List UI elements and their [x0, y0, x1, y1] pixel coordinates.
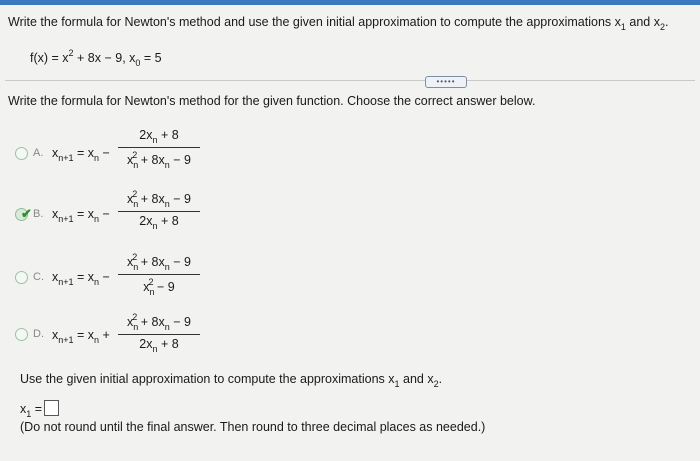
a-den-rest: + 8x	[137, 153, 165, 167]
option-b[interactable]	[15, 189, 315, 237]
option-c-fraction-bar	[118, 274, 200, 275]
option-b-lhs	[52, 207, 110, 224]
option-a-fraction-bar	[118, 147, 200, 148]
option-d-lhs-x: x	[52, 328, 59, 342]
option-d-lhs	[52, 328, 110, 345]
d-num-x: x	[127, 315, 134, 329]
option-c-letter: C.	[33, 271, 44, 283]
section-divider	[5, 80, 695, 81]
option-b-denominator	[118, 214, 200, 231]
option-a-denominator	[118, 150, 200, 170]
option-a-lhs-x: x	[52, 146, 59, 160]
b-num-rest2: − 9	[169, 192, 191, 206]
prompt-sub2: 2	[659, 22, 665, 32]
c-den-rest: − 9	[153, 280, 175, 294]
a-num-rest: + 8	[157, 128, 179, 142]
radio-d[interactable]	[15, 328, 28, 341]
given-x0-sub: 0	[135, 58, 141, 68]
c-num-sub: n	[133, 262, 139, 272]
option-d[interactable]	[15, 312, 315, 360]
c-num-rest: + 8x	[137, 255, 165, 269]
option-c-op: −	[99, 270, 110, 284]
option-b-op: −	[99, 207, 110, 221]
option-a[interactable]	[15, 128, 315, 176]
b-num-rest: + 8x	[137, 192, 165, 206]
option-c-denominator	[118, 277, 200, 297]
answer-label-sub: 1	[26, 409, 32, 419]
d-num-rest2: − 9	[169, 315, 191, 329]
option-a-letter: A.	[33, 147, 44, 159]
given-f-rest: + 8x − 9, x	[73, 51, 136, 65]
expand-more-button[interactable]: •••••	[425, 76, 467, 88]
b-den-rest: + 8	[157, 214, 179, 228]
option-a-eq: = x	[73, 146, 95, 160]
given-function	[30, 48, 162, 68]
option-c-fraction	[118, 252, 200, 297]
option-d-eq: = x	[73, 328, 95, 342]
problem-prompt	[8, 15, 668, 32]
b-den-x: 2x	[139, 214, 153, 228]
b-den-sub: n	[152, 221, 158, 231]
q2-text-b: and x	[399, 372, 434, 386]
radio-a[interactable]	[15, 147, 28, 160]
d-den-sub: n	[152, 344, 158, 354]
given-exponent: 2	[68, 48, 74, 58]
c-den-sup: 2	[148, 277, 154, 287]
a-den-x: x	[127, 153, 134, 167]
a-den-sup: 2	[132, 150, 138, 160]
option-a-eq-sub: n	[94, 153, 100, 163]
radio-c[interactable]	[15, 271, 28, 284]
prompt-text-c: .	[664, 15, 669, 29]
q2-sub2: 2	[433, 379, 439, 389]
d-den-x: 2x	[139, 337, 153, 351]
option-d-denominator	[118, 337, 200, 354]
q2-sub1: 1	[394, 379, 400, 389]
option-b-numerator	[118, 189, 200, 209]
question2-text	[20, 372, 442, 389]
option-c-lhs-sub: n+1	[58, 277, 74, 287]
a-num-sub: n	[152, 135, 158, 145]
option-c-lhs	[52, 270, 110, 287]
c-num-sub2: n	[164, 262, 170, 272]
option-c-eq: = x	[73, 270, 95, 284]
c-den-sub: n	[149, 287, 155, 297]
option-b-fraction-bar	[118, 211, 200, 212]
option-b-lhs-sub: n+1	[58, 214, 74, 224]
option-b-fraction	[118, 189, 200, 231]
option-a-op: −	[99, 146, 110, 160]
radio-b[interactable]	[15, 206, 32, 221]
d-num-sub: n	[133, 322, 139, 332]
a-den-sub: n	[133, 160, 139, 170]
option-a-lhs	[52, 146, 110, 163]
given-f-prefix: f(x) = x	[30, 51, 69, 65]
option-b-letter: B.	[33, 208, 44, 220]
given-x0-value: = 5	[140, 51, 162, 65]
option-c-eq-sub: n	[94, 277, 100, 287]
option-a-lhs-sub: n+1	[58, 153, 74, 163]
b-num-sub: n	[133, 199, 139, 209]
prompt-text: Write the formula for Newton's method and use the given initial approximation to compute the approximations x	[8, 15, 621, 29]
option-d-fraction	[118, 312, 200, 354]
a-num-x: 2x	[139, 128, 153, 142]
answer-input[interactable]	[44, 400, 59, 416]
answer-eq: =	[31, 402, 43, 416]
option-b-lhs-x: x	[52, 207, 59, 221]
answer-line	[20, 400, 59, 419]
top-accent-bar	[0, 0, 700, 5]
b-num-x: x	[127, 192, 134, 206]
option-a-numerator	[118, 128, 200, 145]
d-num-sub2: n	[164, 322, 170, 332]
question-text: Write the formula for Newton's method for the given function. Choose the correct answer below.	[8, 94, 536, 108]
option-c-numerator	[118, 252, 200, 272]
option-d-numerator	[118, 312, 200, 332]
c-num-x: x	[127, 255, 134, 269]
a-den-rest2: − 9	[169, 153, 191, 167]
a-den-sub2: n	[164, 160, 170, 170]
d-num-rest: + 8x	[137, 315, 165, 329]
option-d-letter: D.	[33, 328, 44, 340]
q2-text-c: .	[438, 372, 443, 386]
b-num-sup: 2	[132, 189, 138, 199]
d-den-rest: + 8	[157, 337, 179, 351]
option-b-eq-sub: n	[94, 214, 100, 224]
option-d-lhs-sub: n+1	[58, 335, 74, 345]
c-num-rest2: − 9	[169, 255, 191, 269]
prompt-text-b: and x	[625, 15, 660, 29]
prompt-sub1: 1	[620, 22, 626, 32]
c-den-x: x	[143, 280, 150, 294]
option-c[interactable]	[15, 252, 315, 300]
option-c-lhs-x: x	[52, 270, 59, 284]
option-d-eq-sub: n	[94, 335, 100, 345]
rounding-hint: (Do not round until the final answer. Then round to three decimal places as needed.)	[20, 420, 486, 434]
option-b-eq: = x	[73, 207, 95, 221]
q2-text-a: Use the given initial approximation to compute the approximations x	[20, 372, 395, 386]
c-num-sup: 2	[132, 252, 138, 262]
option-d-op: +	[99, 328, 110, 342]
b-num-sub2: n	[164, 199, 170, 209]
answer-label: x	[20, 402, 27, 416]
option-d-fraction-bar	[118, 334, 200, 335]
option-a-fraction	[118, 128, 200, 170]
checkmark-icon: ✔	[21, 206, 32, 221]
d-num-sup: 2	[132, 312, 138, 322]
